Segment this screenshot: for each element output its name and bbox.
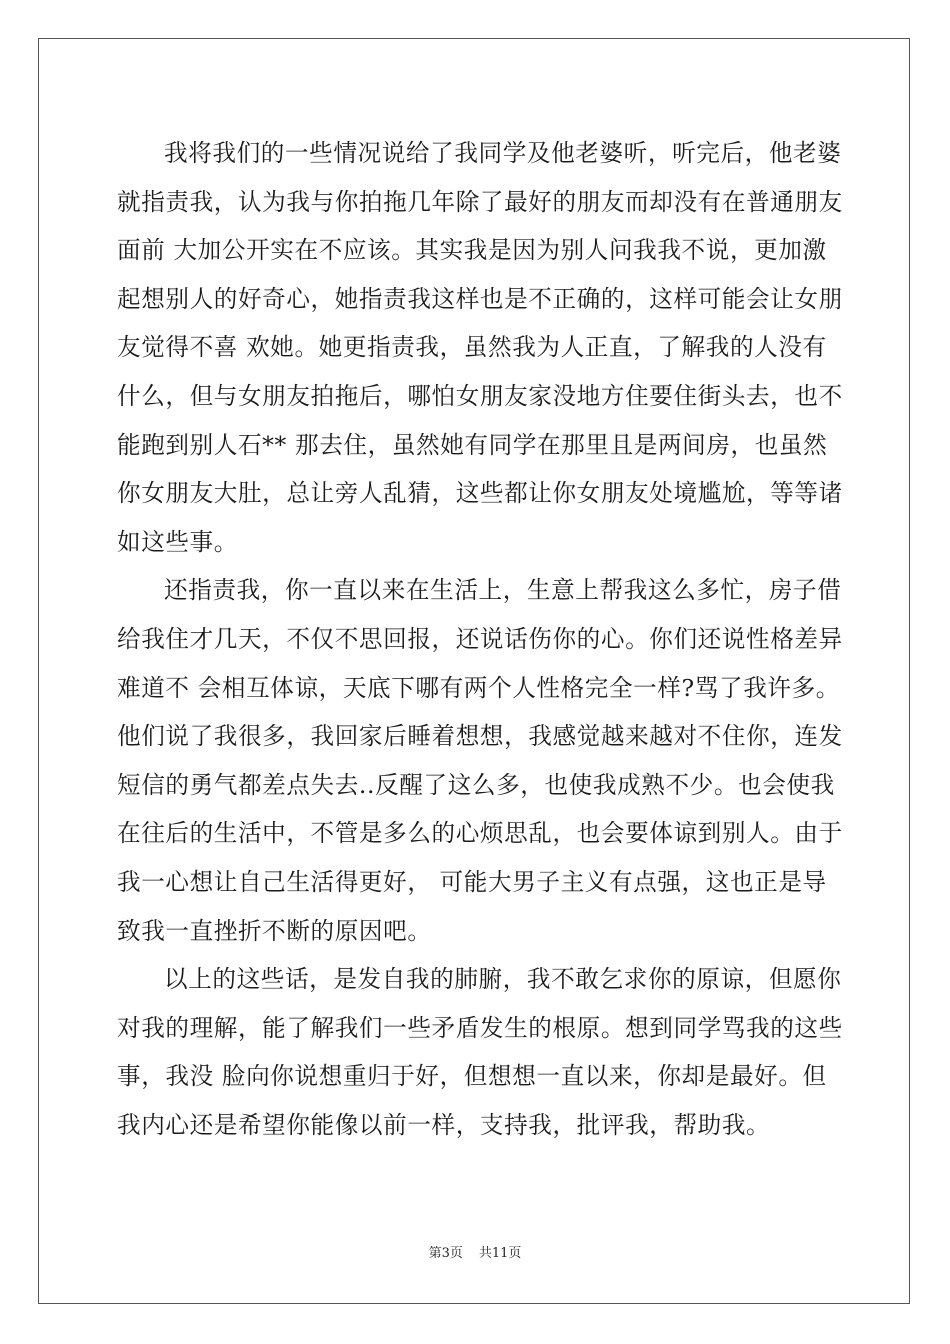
page-number-total: 共11页	[478, 1246, 522, 1261]
paragraph-2-line-2: 给我住才几天，不仅不思回报，还说话伤你的心。你们还说性格差异	[117, 624, 843, 653]
paragraph-2-line-4: 他们说了我很多，我回家后睡着想想，我感觉越来越对不住你，连发	[117, 722, 843, 751]
paragraph-2-line-6: 在往后的生活中，不管是多么的心烦思乱，也会要体谅到别人。由于	[117, 819, 843, 848]
paragraph-1-line-5: 友觉得不喜 欢她。她更指责我，虽然我为人正直，了解我的人没有	[117, 333, 827, 362]
paragraph-2-line-1: 还指责我，你一直以来在生活上，生意上帮我这么多忙，房子借	[164, 576, 842, 605]
paragraph-1-line-7: 能跑到别人石** 那去住，虽然她有同学在那里且是两间房，也虽然	[117, 430, 828, 459]
paragraph-3-line-1: 以上的这些话，是发自我的肺腑，我不敢乞求你的原谅，但愿你	[164, 965, 842, 994]
paragraph-2-line-7: 我一心想让自己生活得更好， 可能大男子主义有点强，这也正是导	[117, 867, 827, 896]
paragraph-1-line-2: 就指责我，认为我与你拍拖几年除了最好的朋友而却没有在普通朋友	[117, 187, 843, 216]
paragraph-3-line-4: 我内心还是希望你能像以前一样，支持我，批评我，帮助我。	[117, 1110, 771, 1139]
paragraph-1-line-3: 面前 大加公开实在不应该。其实我是因为别人问我我不说，更加激	[117, 236, 827, 265]
document-body	[117, 129, 843, 1149]
paragraph-2-line-5: 短信的勇气都差点失去..反醒了这么多，也使我成熟不少。也会使我	[117, 770, 835, 799]
paragraph-1-line-1: 我将我们的一些情况说给了我同学及他老婆听，听完后，他老婆	[164, 139, 842, 167]
paragraph-3-line-3: 事，我没 脸向你说想重归于好，但想想一直以来，你却是最好。但	[117, 1062, 827, 1091]
page-number-current: 第3页	[428, 1246, 463, 1261]
paragraph-1-line-6: 什么，但与女朋友拍拖后，哪怕女朋友家没地方住要住街头去，也不	[117, 381, 843, 410]
paragraph-2-line-8: 致我一直挫折不断的原因吧。	[117, 916, 432, 945]
page-footer	[0, 1242, 950, 1261]
paragraph-1-line-9: 如这些事。	[117, 527, 238, 556]
paragraph-2-line-3: 难道不 会相互体谅，天底下哪有两个人性格完全一样?骂了我许多。	[117, 673, 840, 702]
paragraph-3-line-2: 对我的理解，能了解我们一些矛盾发生的根原。想到同学骂我的这些	[117, 1013, 843, 1042]
paragraph-1-line-4: 起想别人的好奇心，她指责我这样也是不正确的，这样可能会让女朋	[117, 284, 843, 313]
paragraph-1-line-8: 你女朋友大肚，总让旁人乱猜，这些都让你女朋友处境尴尬，等等诸	[117, 479, 843, 508]
